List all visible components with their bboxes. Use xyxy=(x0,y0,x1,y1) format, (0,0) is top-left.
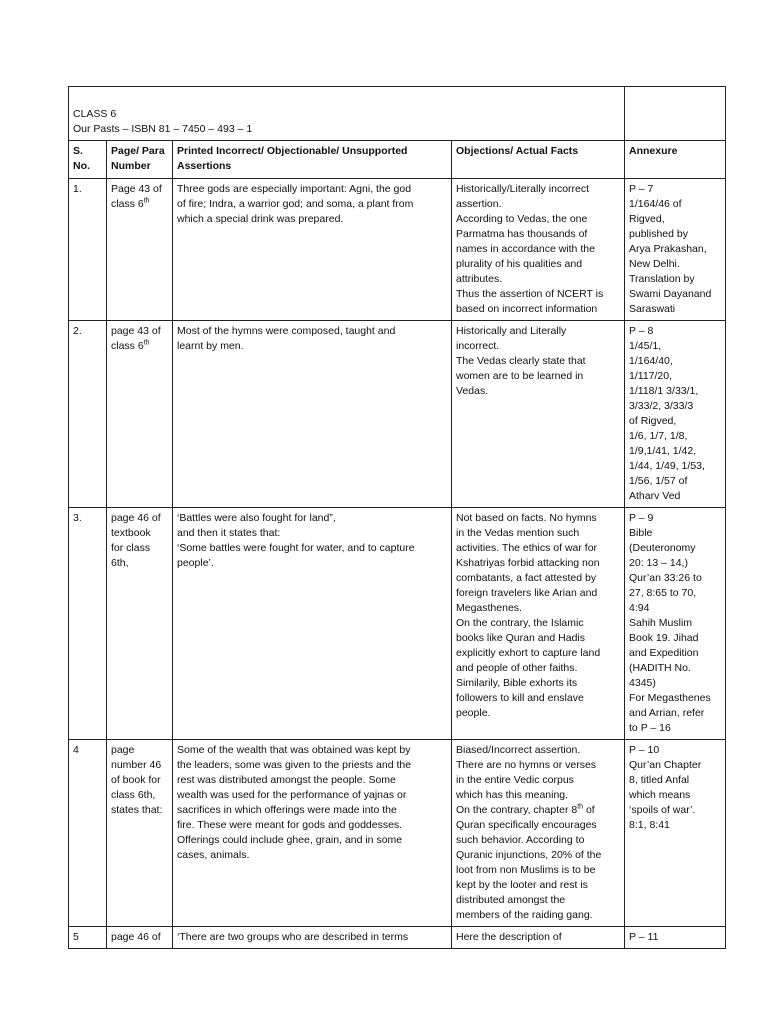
assertion-cell-line: wealth was used for the performance of yajnas or xyxy=(177,789,407,801)
annexure-cell xyxy=(625,927,726,949)
assertion-cell xyxy=(173,740,452,927)
annexure-cell-line: of Rigved, xyxy=(629,415,677,427)
table-row xyxy=(69,179,726,321)
assertion-cell-line: Most of the hymns were composed, taught and xyxy=(177,325,396,337)
annexure-cell-line: Atharv Ved xyxy=(629,490,681,502)
facts-cell-line: in the entire Vedic corpus xyxy=(456,774,574,786)
annexure-cell-line: Arya Prakashan, xyxy=(629,243,707,255)
page-cell-line: textbook xyxy=(111,527,151,539)
sno-cell-line: 1. xyxy=(73,183,82,195)
page-cell-line: for class xyxy=(111,542,151,554)
facts-cell-line: people. xyxy=(456,707,491,719)
page-cell-line: page 46 of xyxy=(111,931,161,943)
assertion-cell xyxy=(173,321,452,508)
annexure-cell xyxy=(625,508,726,740)
facts-cell-line: On the contrary, the Islamic xyxy=(456,617,584,629)
facts-cell-line: Quran specifically encourages xyxy=(456,819,597,831)
assertion-cell-line: sacrifices in which offerings were made into the xyxy=(177,804,397,816)
facts-cell-line: distributed amongst the xyxy=(456,894,566,906)
title-empty-cell xyxy=(625,87,726,141)
sno-cell xyxy=(69,927,107,949)
annexure-cell xyxy=(625,179,726,321)
facts-cell-line: assertion. xyxy=(456,198,502,210)
facts-cell-line: Historically/Literally incorrect xyxy=(456,183,590,195)
facts-cell-line: The Vedas clearly state that xyxy=(456,355,586,367)
facts-cell-line: incorrect. xyxy=(456,340,500,352)
facts-cell-line: followers to kill and enslave xyxy=(456,692,584,704)
annexure-cell-line: 1/44, 1/49, 1/53, xyxy=(629,460,705,472)
annexure-cell-line: published by xyxy=(629,228,688,240)
table-row xyxy=(69,927,726,949)
assertion-cell-line: of fire; Indra, a warrior god; and soma, a plant from xyxy=(177,198,414,210)
facts-cell-line: Parmatma has thousands of xyxy=(456,228,588,240)
annexure-cell-line: (HADITH No. xyxy=(629,662,691,674)
table-row xyxy=(69,740,726,927)
assertion-cell-line: the leaders, some was given to the priests and the xyxy=(177,759,412,771)
page-cell-line: page 43 of xyxy=(111,325,161,337)
page-cell xyxy=(107,740,173,927)
facts-cell xyxy=(452,508,625,740)
facts-cell xyxy=(452,740,625,927)
annexure-cell-line: P – 8 xyxy=(629,325,654,337)
annexure-cell-line: 1/45/1, xyxy=(629,340,662,352)
annexure-cell xyxy=(625,740,726,927)
facts-cell-line: attributes. xyxy=(456,273,503,285)
facts-cell-line: Thus the assertion of NCERT is xyxy=(456,288,604,300)
annexure-cell-line: P – 11 xyxy=(629,931,659,943)
facts-cell xyxy=(452,321,625,508)
assertion-cell-line: ‘Battles were also fought for land”, xyxy=(177,512,336,524)
annexure-cell-line: P – 7 xyxy=(629,183,654,195)
sno-cell-line: 5 xyxy=(73,931,79,943)
facts-cell-line: and people of other faiths. xyxy=(456,662,578,674)
facts-cell-line: women are to be learned in xyxy=(456,370,584,382)
assertion-cell xyxy=(173,927,452,949)
annexure-cell-line: to P – 16 xyxy=(629,722,671,734)
facts-cell-line: Historically and Literally xyxy=(456,325,567,337)
sno-cell xyxy=(69,508,107,740)
facts-cell-line: based on incorrect information xyxy=(456,303,598,315)
annexure-cell-line: 4345) xyxy=(629,677,656,689)
assertion-cell xyxy=(173,508,452,740)
annexure-cell-line: and Expedition xyxy=(629,647,699,659)
header-page: Page/ Para Number xyxy=(107,141,173,179)
facts-cell-line: Quranic injunctions, 20% of the xyxy=(456,849,602,861)
assertion-cell-line: learnt by men. xyxy=(177,340,244,352)
annexure-cell-line: P – 10 xyxy=(629,744,660,756)
assertions-table xyxy=(68,86,726,949)
table-row xyxy=(69,321,726,508)
assertion-cell-line: which a special drink was prepared. xyxy=(177,213,344,225)
annexure-cell-line: New Delhi. xyxy=(629,258,680,270)
annexure-cell-line: P – 9 xyxy=(629,512,654,524)
page-cell xyxy=(107,508,173,740)
header-assertion: Printed Incorrect/ Objectionable/ Unsupported Assertions xyxy=(173,141,452,179)
annexure-cell-line: Rigved, xyxy=(629,213,665,225)
facts-cell xyxy=(452,179,625,321)
facts-cell-line: Not based on facts. No hymns xyxy=(456,512,597,524)
annexure-cell-line: 4:94 xyxy=(629,602,650,614)
facts-cell-line: Here the description of xyxy=(456,931,562,943)
facts-cell-line: plurality of his qualities and xyxy=(456,258,583,270)
assertion-cell-line: and then it states that: xyxy=(177,527,281,539)
annexure-cell-line: Saraswati xyxy=(629,303,676,315)
header-row xyxy=(69,141,726,179)
page-cell xyxy=(107,321,173,508)
assertion-cell-line: Three gods are especially important: Agni, the god xyxy=(177,183,412,195)
facts-cell-line: Similarily, Bible exhorts its xyxy=(456,677,578,689)
annexure-cell-line: and Arrian, refer xyxy=(629,707,705,719)
header-facts: Objections/ Actual Facts xyxy=(452,141,625,179)
page-cell-line: page xyxy=(111,744,135,756)
title-cell xyxy=(69,87,625,141)
header-sno: S. No. xyxy=(69,141,107,179)
annexure-cell-line: 1/118/1 3/33/1, xyxy=(629,385,699,397)
page-cell-line: class 6th, xyxy=(111,789,156,801)
annexure-cell-line: 1/164/40, xyxy=(629,355,673,367)
page-cell-line: states that: xyxy=(111,804,163,816)
annexure-cell-line: 3/33/2, 3/33/3 xyxy=(629,400,694,412)
page-cell xyxy=(107,179,173,321)
facts-cell-line: Megasthenes. xyxy=(456,602,522,614)
facts-cell-line: Biased/Incorrect assertion. xyxy=(456,744,581,756)
facts-cell-line: books like Quran and Hadis xyxy=(456,632,585,644)
annexure-cell-line: 1/164/46 of xyxy=(629,198,682,210)
annexure-cell-line: 27, 8:65 to 70, xyxy=(629,587,697,599)
facts-cell-line: There are no hymns or verses xyxy=(456,759,597,771)
annexure-cell-line: Qur’an 33:26 to xyxy=(629,572,702,584)
annexure-cell-line: ‘spoils of war’. xyxy=(629,804,696,816)
assertion-cell-line: cases, animals. xyxy=(177,849,250,861)
sno-cell-line: 3. xyxy=(73,512,82,524)
facts-cell-line: members of the raiding gang. xyxy=(456,909,593,921)
assertion-cell-line: people’. xyxy=(177,557,214,569)
book-title: Our Pasts – ISBN 81 – 7450 – 493 – 1 xyxy=(73,123,253,135)
facts-cell-line: Kshatriyas forbid attacking non xyxy=(456,557,600,569)
superscript: th xyxy=(143,339,150,347)
annexure-cell xyxy=(625,321,726,508)
facts-cell xyxy=(452,927,625,949)
sno-cell-line: 2. xyxy=(73,325,82,337)
superscript-suffix: of xyxy=(583,804,595,816)
class-title: CLASS 6 xyxy=(73,108,117,120)
assertion-cell-line: Offerings could include ghee, grain, and in some xyxy=(177,834,403,846)
assertion-cell-line: fire. These were meant for gods and goddesses. xyxy=(177,819,403,831)
facts-cell-line: in the Vedas mention such xyxy=(456,527,580,539)
facts-cell-line: which has this meaning. xyxy=(456,789,569,801)
facts-cell-line: explicitly exhort to capture land xyxy=(456,647,601,659)
annexure-cell-line: Book 19. Jihad xyxy=(629,632,699,644)
title-row xyxy=(69,87,726,141)
assertion-cell xyxy=(173,179,452,321)
facts-cell-line: names in accordance with the xyxy=(456,243,595,255)
annexure-cell-line: 1/56, 1/57 of xyxy=(629,475,688,487)
facts-cell-line: kept by the looter and rest is xyxy=(456,879,588,891)
page-cell-line: Page 43 of xyxy=(111,183,162,195)
annexure-cell-line: which means xyxy=(629,789,691,801)
annexure-cell-line: For Megasthenes xyxy=(629,692,711,704)
page-cell-line: class 6th xyxy=(111,197,150,210)
facts-cell-line: On the contrary, chapter 8th of xyxy=(456,803,595,816)
annexure-cell-line: Sahih Muslim xyxy=(629,617,693,629)
page-cell-line: page 46 of xyxy=(111,512,161,524)
page-cell xyxy=(107,927,173,949)
assertion-cell-line: ‘Some battles were fought for water, and to capture xyxy=(177,542,415,554)
facts-cell-line: loot from non Muslims is to be xyxy=(456,864,596,876)
facts-cell-line: According to Vedas, the one xyxy=(456,213,588,225)
superscript: th xyxy=(143,197,150,205)
page-cell-line: 6th, xyxy=(111,557,129,569)
sno-cell-line: 4 xyxy=(73,744,79,756)
annexure-cell-line: Bible xyxy=(629,527,653,539)
page-cell-line: of book for xyxy=(111,774,161,786)
facts-cell-line: such behavior. According to xyxy=(456,834,585,846)
annexure-cell-line: Translation by xyxy=(629,273,695,285)
assertion-cell-line: rest was distributed amongst the people. Some xyxy=(177,774,396,786)
sno-cell xyxy=(69,179,107,321)
sno-cell xyxy=(69,321,107,508)
annexure-cell-line: 20: 13 – 14,) xyxy=(629,557,688,569)
page-cell-line: class 6th xyxy=(111,339,150,352)
facts-cell-line: combatants, a fact attested by xyxy=(456,572,597,584)
annexure-cell-line: Qur’an Chapter xyxy=(629,759,702,771)
table-row xyxy=(69,508,726,740)
page-cell-line: number 46 xyxy=(111,759,162,771)
superscript: th xyxy=(577,803,584,811)
annexure-cell-line: 1/6, 1/7, 1/8, xyxy=(629,430,688,442)
annexure-cell-line: 8:1, 8:41 xyxy=(629,819,670,831)
annexure-cell-line: Swami Dayanand xyxy=(629,288,712,300)
facts-cell-line: Vedas. xyxy=(456,385,489,397)
assertion-cell-line: Some of the wealth that was obtained was kept by xyxy=(177,744,411,756)
annexure-cell-line: 1/9,1/41, 1/42, xyxy=(629,445,697,457)
annexure-cell-line: (Deuteronomy xyxy=(629,542,696,554)
facts-cell-line: foreign travelers like Arian and xyxy=(456,587,598,599)
assertion-cell-line: ‘There are two groups who are described in terms xyxy=(177,931,409,943)
sno-cell xyxy=(69,740,107,927)
facts-cell-line: activities. The ethics of war for xyxy=(456,542,598,554)
header-annexure: Annexure xyxy=(625,141,726,179)
annexure-cell-line: 1/117/20, xyxy=(629,370,673,382)
annexure-cell-line: 8, titled Anfal xyxy=(629,774,690,786)
